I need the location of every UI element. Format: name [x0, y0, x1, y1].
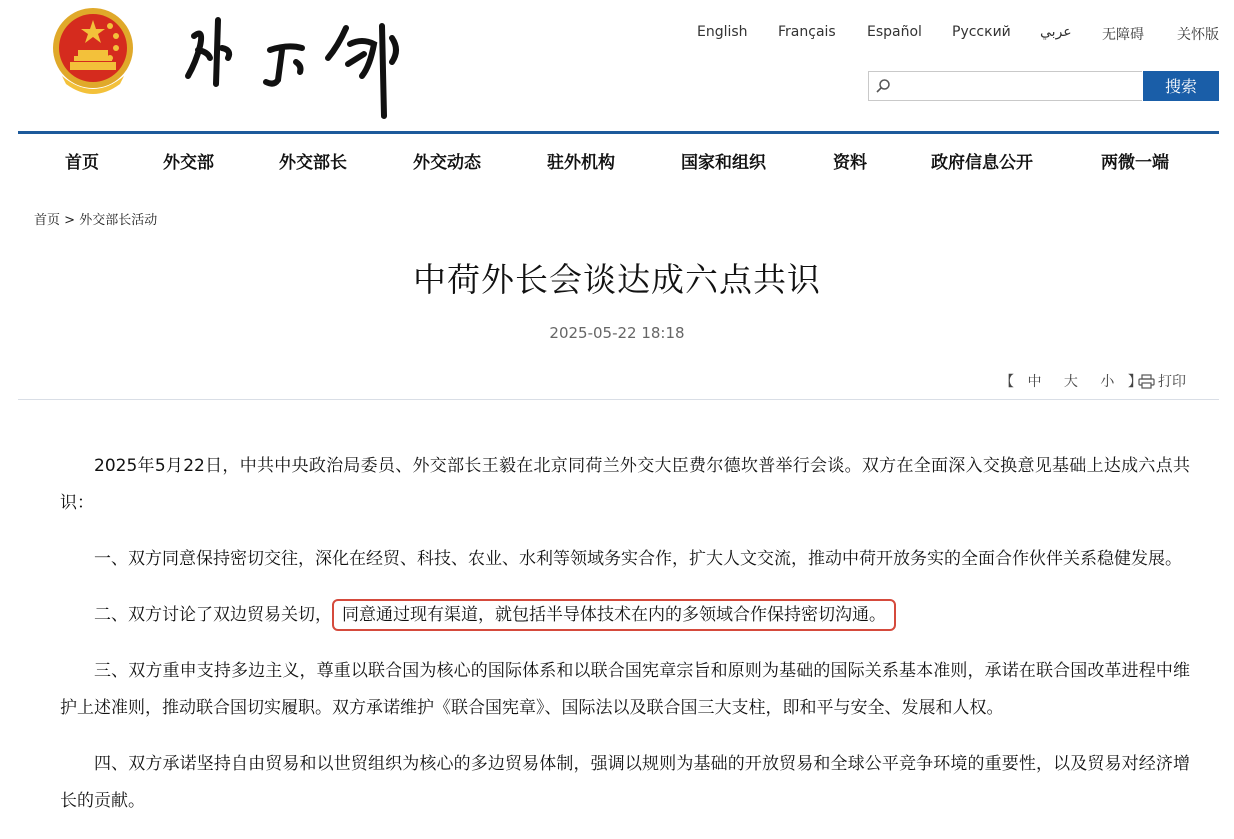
- article-date: 2025-05-22 18:18: [549, 324, 685, 342]
- print-button[interactable]: [1138, 371, 1186, 391]
- breadcrumb-home[interactable]: 首页: [34, 213, 61, 228]
- main-nav: [18, 134, 1219, 182]
- article-body: [60, 448, 1190, 839]
- elderly-care-link[interactable]: 关怀版: [1177, 27, 1219, 43]
- article-paragraph-intro: 2025年5月22日，中共中央政治局委员、外交部长王毅在北京同荷兰外交大臣费尔德坎普举行会谈。双方在全面深入交换意见基础上达成六点共识：: [60, 456, 1190, 513]
- highlighted-sentence: 同意通过现有渠道，就包括半导体技术在内的多领域合作保持密切沟通。: [332, 599, 896, 631]
- font-size-medium[interactable]: 中: [1027, 374, 1042, 390]
- article-divider: [18, 399, 1219, 400]
- font-size-bracket-open: 【: [1000, 374, 1014, 390]
- nav-item-missions-abroad[interactable]: 驻外机构: [547, 153, 615, 173]
- search-button[interactable]: 搜索: [1143, 71, 1219, 101]
- search-input[interactable]: [895, 72, 1139, 102]
- article-paragraph-4: 四、双方承诺坚持自由贸易和以世贸组织为核心的多边贸易体制，强调以规则为基础的开放贸易和全球公平竞争环境的重要性，以及贸易对经济增长的贡献。: [60, 754, 1190, 811]
- accessibility-link[interactable]: 无障碍: [1102, 27, 1144, 43]
- ministry-name-calligraphy: [178, 6, 418, 122]
- nav-item-home[interactable]: 首页: [65, 153, 99, 173]
- font-size-bracket-close: 】: [1127, 374, 1142, 390]
- national-emblem-icon: [50, 6, 136, 98]
- paragraph-2-lead: 二、双方讨论了双边贸易关切，: [94, 605, 332, 625]
- nav-item-resources[interactable]: 资料: [833, 153, 867, 173]
- font-size-small[interactable]: 小: [1100, 374, 1115, 390]
- lang-arabic[interactable]: عربي: [1040, 24, 1072, 40]
- ministry-calligraphy-logo[interactable]: [178, 6, 418, 122]
- nav-item-ministry[interactable]: 外交部: [163, 153, 214, 173]
- nav-item-countries-orgs[interactable]: 国家和组织: [681, 153, 766, 173]
- national-emblem-logo[interactable]: [50, 6, 136, 98]
- breadcrumb-separator: >: [64, 213, 76, 228]
- font-size-control: [1000, 371, 1142, 391]
- print-label: 打印: [1158, 374, 1186, 390]
- search-icon: [875, 78, 891, 94]
- nav-item-diplomatic-news[interactable]: 外交动态: [413, 153, 481, 173]
- article-paragraph-1: 一、双方同意保持密切交往，深化在经贸、科技、农业、水利等领域务实合作，扩大人文交流，推动中荷开放务实的全面合作伙伴关系稳健发展。: [94, 549, 1182, 569]
- lang-french[interactable]: Français: [778, 24, 836, 40]
- lang-english[interactable]: English: [697, 24, 748, 40]
- nav-item-social-media[interactable]: 两微一端: [1101, 153, 1169, 173]
- font-size-large[interactable]: 大: [1063, 374, 1078, 390]
- search-box: [868, 71, 1142, 101]
- breadcrumb: [34, 209, 157, 228]
- language-bar: [690, 24, 1220, 44]
- article-paragraph-2: [60, 597, 1190, 634]
- printer-icon: [1138, 374, 1155, 389]
- nav-item-foreign-minister[interactable]: 外交部长: [279, 153, 347, 173]
- lang-russian[interactable]: Русский: [952, 24, 1011, 40]
- lang-spanish[interactable]: Español: [867, 24, 922, 40]
- article-paragraph-3: 三、双方重申支持多边主义，尊重以联合国为核心的国际体系和以联合国宪章宗旨和原则为基础的国际关系基本准则，承诺在联合国改革进程中维护上述准则，推动联合国切实履职。双方承诺维护《联合国宪章》、国际法以及联合国三大支柱，即和平与安全、发展和人权。: [60, 661, 1190, 718]
- nav-item-gov-info-disclosure[interactable]: 政府信息公开: [931, 153, 1033, 173]
- article-title: 中荷外长会谈达成六点共识: [413, 260, 821, 299]
- breadcrumb-current[interactable]: 外交部长活动: [79, 213, 158, 228]
